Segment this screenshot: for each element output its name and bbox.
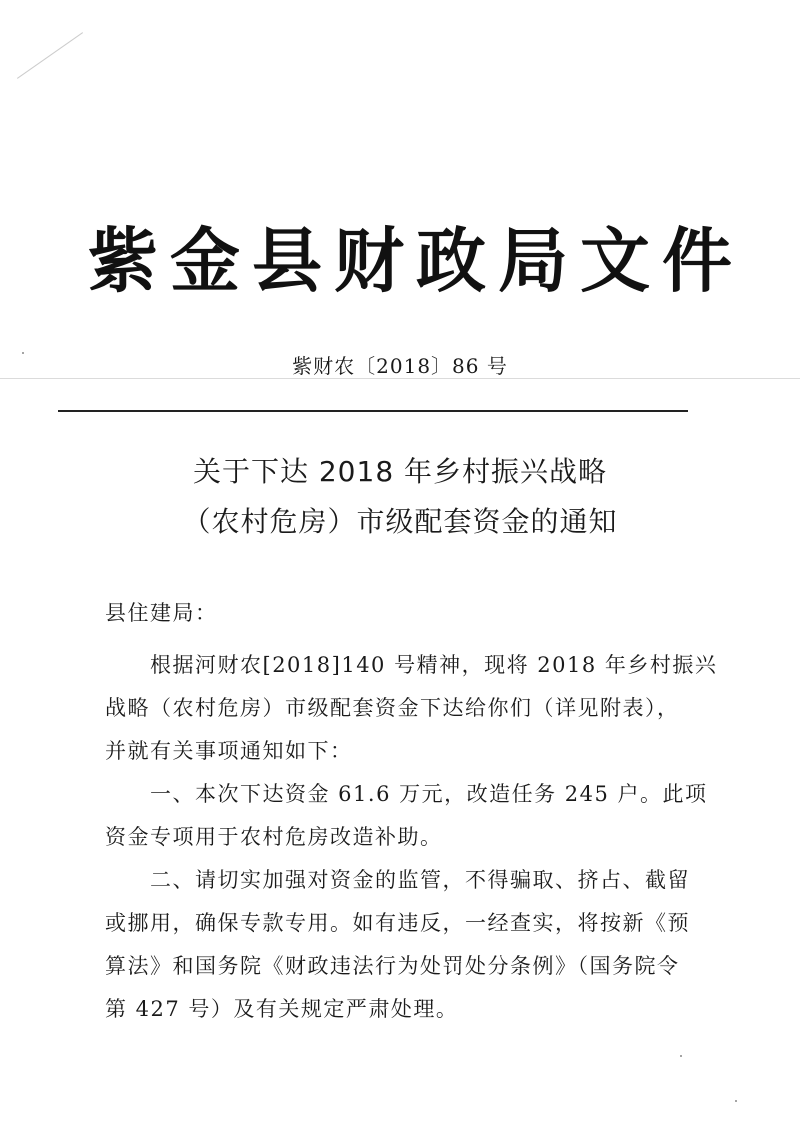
scan-artifact-dot [680,1055,682,1057]
body-line: 根据河财农[2018]140 号精神，现将 2018 年乡村振兴 [150,653,718,677]
notice-title-line-1: 关于下达 2018 年乡村振兴战略 [192,455,608,488]
body-line: 资金专项用于农村危房改造补助。 [105,825,443,849]
header-divider [58,410,688,412]
body-line: 二、请切实加强对资金的监管，不得骗取、挤占、截留 [150,868,690,892]
body-line: 算法》和国务院《财政违法行为处罚处分条例》（国务院令 [105,954,680,978]
body-line: 一、本次下达资金 61.6 万元，改造任务 245 户。此项 [150,782,708,806]
notice-title-line-2: （农村危房）市级配套资金的通知 [182,505,618,538]
body-line: 或挪用，确保专款专用。如有违反，一经查实，将按新《预 [105,911,690,935]
document-masthead: 紫金县财政局文件 [88,219,744,302]
scan-artifact-corner [17,32,83,79]
body-line: 第 427 号）及有关规定严肃处理。 [105,997,459,1021]
body-line: 并就有关事项通知如下： [105,739,353,763]
body-line: 战略（农村危房）市级配套资金下达给你们（详见附表）， [105,696,680,720]
scan-artifact-dot [735,1100,737,1102]
salutation: 县住建局： [105,601,218,625]
document-number: 紫财农〔2018〕86 号 [292,354,508,378]
